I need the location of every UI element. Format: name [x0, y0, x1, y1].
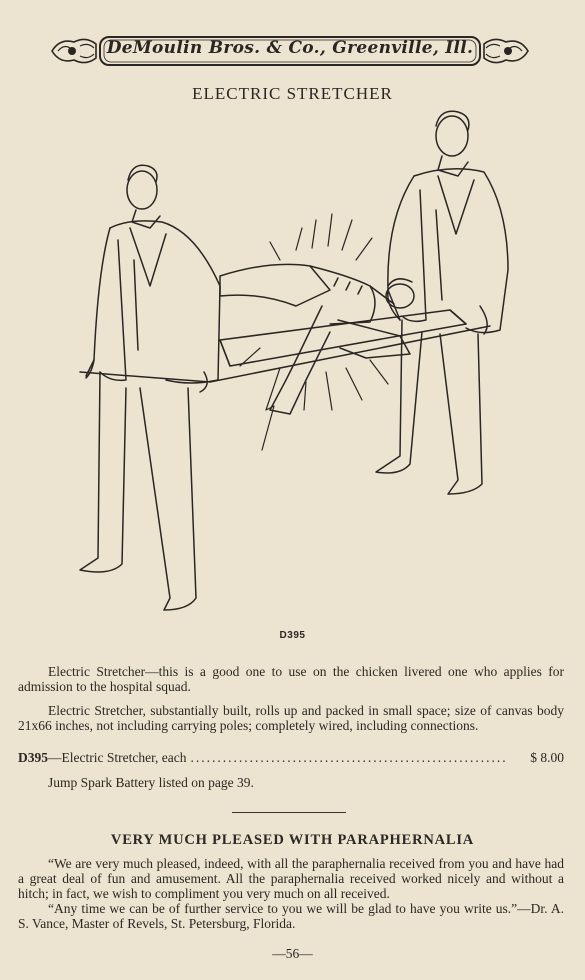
illustration-caption: D395	[279, 630, 306, 641]
section-divider	[232, 812, 346, 813]
spark-icon	[240, 214, 388, 450]
stretcher-figure	[80, 310, 490, 382]
left-man-figure	[80, 165, 220, 610]
battery-note: Jump Spark Battery listed on page 39.	[48, 775, 254, 790]
header-banner	[50, 34, 530, 68]
testimonial-paragraph: “We are very much pleased, indeed, with all the paraphernalia received from you and have had a great deal of fun and amusement. All the paraphernalia received worked nicely and without a hitch; in fact, we wish to compliment you very much on all received.	[18, 856, 564, 901]
price-code: D395	[18, 750, 48, 765]
right-man-figure	[376, 111, 508, 494]
stretcher-illustration	[70, 110, 520, 620]
product-specifications: Electric Stretcher, substantially built, rolls up and packed in small space; size of canvas body 21x66 inches, not including carrying poles; completely wired, including connections.	[18, 703, 564, 733]
price-label: —Electric Stretcher, each	[48, 750, 187, 765]
price-leader: ...........................................................	[190, 750, 508, 765]
price-line	[18, 750, 564, 766]
testimonial-body	[18, 856, 564, 931]
page-number: —56—	[272, 946, 313, 961]
page-title: ELECTRIC STRETCHER	[192, 84, 393, 103]
price-value: $ 8.00	[530, 750, 564, 765]
product-description: Electric Stretcher—this is a good one to use on the chicken livered one who applies for admission to the hospital squad.	[18, 664, 564, 694]
testimonial-heading: VERY MUCH PLEASED WITH PARAPHERNALIA	[110, 832, 475, 848]
company-banner-text: DeMoulin Bros. & Co., Greenville, Ill.	[106, 38, 474, 58]
testimonial-paragraph: “Any time we can be of further service to you we will be glad to have you write us.”—Dr. A. S. Vance, Master of Revels, St. Petersburg, Florida.	[18, 901, 564, 931]
